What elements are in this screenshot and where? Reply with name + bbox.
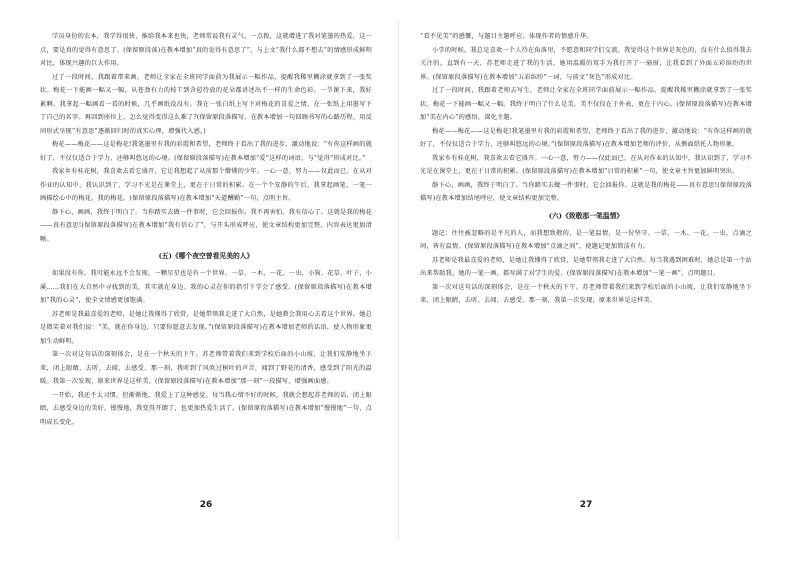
page-number-left: 26 xyxy=(199,500,213,510)
paragraph: 梅花——梅花——这是梅花!我笔墨里有我的彩霞和希望，老师终于看出了我的进步，激动地说：“有你这样画的就好了，不仅仅适合于学力，还够叫悠远的心境。(保留原段落描写)在教本增加“爱”这样的词语，与“觉得”形成对比。” xyxy=(40,141,372,162)
paragraph: 静下心，画画，我终于明白了。当你踏实去做一件事时，它会回报你。这就是我的梅花——真有意思!(保留原段落描写)在教本增加结尾呼应，使文章结构更加完整。 xyxy=(420,181,752,202)
paragraph: 过了一段时间，我跟着带来画，老师让全家在全班同学面前为我展示一幅作品，提醒我稀里糊涂就拿到了一张奖状。梅花一下能画一幅又一幅，从苍劲有力的枝干到含苞待放的花朵都讲述出不一样的生命色彩。一节课下来，我好累啊。我拿起一幅画看一看的时候，几乎画纸没没有。我在一张白纸上写下对梅花的喜爱之情，在一张纸上用墨写下了自己的名字。再回到座位上，怎么觉得变得这么难了?(保留原段落描写。在教本增加一句回顾书写的心路历程，用反问形式呈现“有意思”逐渐回归时的真实心理，增强代入感。) xyxy=(40,73,372,135)
paragraph: 梅花——梅花——这是梅花!我笔墨里有我的彩霞和希望，老师终于看出了我的进步，激动地说：“有你这样画的就好了，不仅仅适合于学力，还够叫悠远的心境。”(保留原段落描写)在教本增加老师的评价，从侧面烘托人物形象。 xyxy=(420,127,752,148)
paragraph: 我家乡有桂花树，我喜欢去看它盛开。一心一意，努力——仅此而已。在从对作业的认知中，我认识到了，学习不光是在课堂上，更在于日常的积累。(保留原段落描写)在教本增加“日常的积累”一句，使文章主旨更加鲜明突出。 xyxy=(420,154,752,175)
paragraph: 学员身份的农本，我学得很快，推给我本来也快，老师常说我有灵气。一点拨，这就增进了我对笔墨的热爱，这一点，要是真的觉得有意思了。(保留原段落)在教本增加“真的觉得有意思了”，与上文“我什么都不想去”的情感形成鲜明对比，体现兴趣的巨大作用。 xyxy=(40,33,372,67)
paragraph: 苏老师是我最喜爱的老师，是她让我懂得了欣赏，是她带领我走进了大自然，是她教会我用心去看这个世界。她总是微笑着对我们说：“美，就在你身边，只要你愿意去发现。”(保留原段落描写)在教本增加老师的话语，使人物形象更加生动鲜明。 xyxy=(40,310,372,345)
paragraph: 我家乡有桂花树，我喜欢去看它盛开，它让我想起了从前那个懵懂的少年。一心一意，努力——仅此而已。在从对作业的认知中，我认识到了，学习不光是在课堂上，更在于日常的积累。在一个个安静的午后，我拿起画笔，一笔一画描绘心中的梅花，我的梅花。(保留原段落描写)在教本增加“天道酬勤”一句，点明主旨。 xyxy=(40,168,372,202)
paragraph: 苏老师是我最喜爱的老师，是她让我懂得了欣赏，是她带领我走进了大自然。每当我遇到困难时，她总是第一个站出来帮助我。她的一笔一画，都写满了对学生的爱。(保留原段落描写)在教本增加“一笔一画”，点明题目。 xyxy=(420,256,752,277)
book-spine xyxy=(398,20,399,540)
paragraph: 过了一段时间，我跟着老师去写生，老师让全家在全班同学面前展示一幅作品，提醒我稀里糊涂就拿到了一张奖状。梅花一下能画一幅又一幅。我终于明白了什么是美，美不仅仅在于外表，更在于内心。(保留原段落描写)在教本增加“美在内心”的感悟，深化主题。 xyxy=(420,87,752,121)
right-page xyxy=(420,30,752,530)
paragraph: 第一次对这句话的深刻体会，是在一个秋天的下午。苏老师带着我们来到学校后面的小山坡，让我们安静地坐下来，闭上眼睛，去听、去闻、去感受。那一刻，我第一次发现，原来世界是这样美。 xyxy=(420,283,752,304)
paragraph: “看不见美”的感慨，与题目主题呼应，体现作者的情感升华。 xyxy=(420,33,593,40)
paragraph: 如果没有你，我可能永远不会发现，一颗星星也是有一个世界。一草、一木、一花、一虫，小狗、花草、叶子、小溪……我们在大自然中寻找到的美，其实就在身边。我的心灵在你的指引下学会了感受。(保留原段落描写)在教本增加“我的心灵”，使全文情感更加饱满。 xyxy=(40,270,372,304)
paragraph: 静下心，画画，我终于明白了。当你踏实去做一件事时，它会回报你。我不再害怕，我有信心了。这就是我的梅花——真有意思!(保留原段落描写)在教本增加“我有信心了”，与开头形成呼应，使文章结构更加完整，内容表达更加清晰。 xyxy=(40,208,372,243)
paragraph: 一开始，我还不太习惯，但渐渐地，我爱上了这种感觉。每当我心情不好的时候，我就会想起苏老师的话，闭上眼睛，去感受身边的美好。慢慢地，我变得开朗了，也更加热爱生活了。(保留原段落描写)在教本增加“慢慢地”一句，点明成长变化。 xyxy=(40,391,372,426)
section-heading: (六)《致敬那一笔温情》 xyxy=(548,211,624,220)
section-heading: (五)《哪个夜空曾看见美的人》 xyxy=(158,252,254,260)
paragraph: 题记：往往被忽略的是平凡的人，而我想致敬的，是一笔温情，是一份坚守。一草、一木、一花、一虫，点滴之间，皆有温情。(保留原段落描写)在教本增加“点滴之间”，使题记更加简洁有力。 xyxy=(420,229,752,250)
left-page-body xyxy=(40,30,372,429)
paragraph: 第一次对这句话的深刻体会，是在一个秋天的下午。苏老师带着我们来到学校后面的小山坡，让我们安静地坐下来，闭上眼睛，去听、去闻、去感受。那一刻，我听到了风吹过树叶的声音，闻到了野花的清香，感受到了阳光的温暖。我第一次发现，原来世界是这样美。(保留原段落描写)在教本增加“那一刻”一段描写，增强画面感。 xyxy=(40,351,372,385)
right-page-body xyxy=(420,30,752,308)
left-page xyxy=(40,30,372,530)
paragraph: 小学的时候，我总是喜欢一个人待在角落里，不愿意和同学们交流。我觉得这个世界是灰色的，没有什么值得我去关注的。直到有一天，苏老师走进了我的生活，她用温暖的双手为我打开了一扇窗，让我看到了外面五彩缤纷的世界。(保留原段落描写)在教本增加“五彩缤纷”一词，与前文“灰色”形成对比。 xyxy=(420,46,752,81)
page-number-right: 27 xyxy=(579,500,593,510)
